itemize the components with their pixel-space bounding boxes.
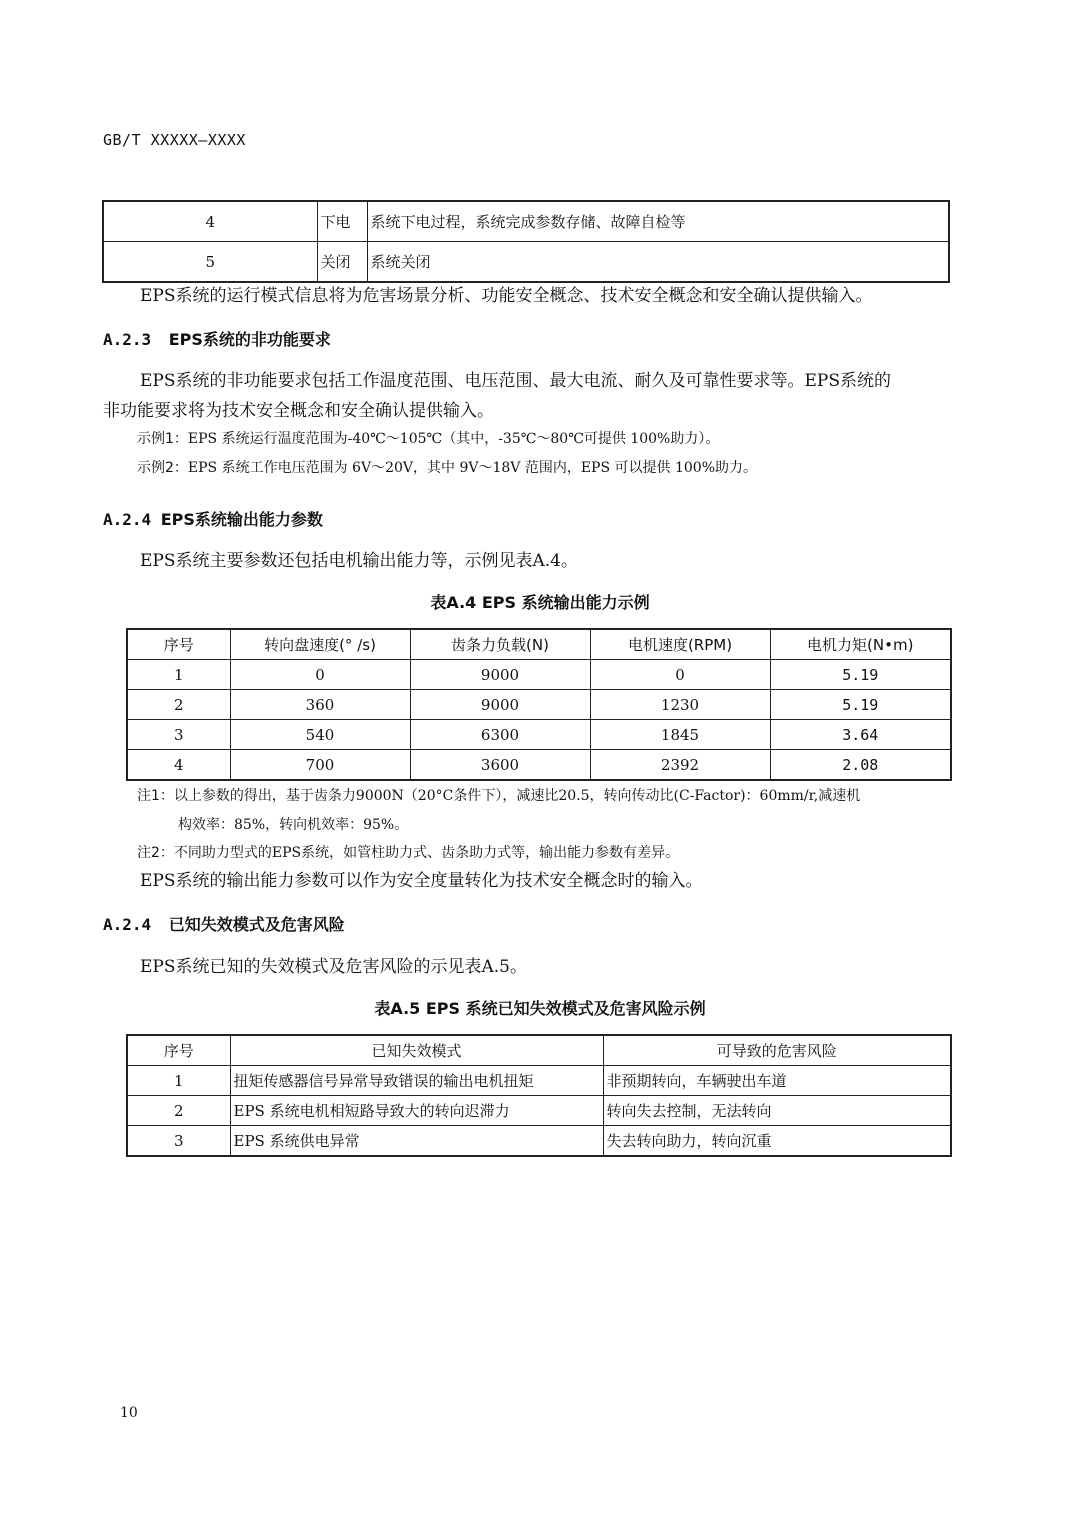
column-header: 转向盘速度(° /s) xyxy=(230,629,410,660)
table-note xyxy=(137,842,679,862)
table-row xyxy=(103,242,949,283)
table-cell: 9000 xyxy=(410,660,590,690)
table-cell: 2392 xyxy=(590,750,770,781)
example-label: 示例2： xyxy=(137,460,188,476)
table-cell: 700 xyxy=(230,750,410,781)
example xyxy=(137,428,719,448)
table-cell: 非预期转向，车辆驶出车道 xyxy=(603,1066,951,1096)
table-cell: 0 xyxy=(230,660,410,690)
table-note xyxy=(137,785,860,805)
table-cell: 失去转向助力，转向沉重 xyxy=(603,1126,951,1157)
document-code: GB/T XXXXX—XXXX xyxy=(103,131,246,149)
table-cell: 540 xyxy=(230,720,410,750)
column-header: 电机力矩(N•m) xyxy=(770,629,951,660)
paragraph: EPS系统的运行模式信息将为危害场景分析、功能安全概念、技术安全概念和安全确认提供输入。 xyxy=(140,286,873,306)
table-cell: 3 xyxy=(127,720,230,750)
column-header: 已知失效模式 xyxy=(230,1035,603,1066)
table-cell: 3 xyxy=(127,1126,230,1157)
mode-desc: 系统关闭 xyxy=(367,242,949,283)
table-cell: 1 xyxy=(127,660,230,690)
note-label: 注1： xyxy=(137,788,174,804)
table-cell: 1845 xyxy=(590,720,770,750)
table-cell: 5.19 xyxy=(770,660,951,690)
example-text: EPS 系统运行温度范围为-40℃～105℃（其中，-35℃～80℃可提供 100%助力）。 xyxy=(187,431,720,447)
table-cell: 转向失去控制，无法转向 xyxy=(603,1096,951,1126)
mode-name: 下电 xyxy=(317,201,367,242)
table-cell: EPS 系统电机相短路导致大的转向迟滞力 xyxy=(230,1096,603,1126)
failure-mode-table xyxy=(126,1034,952,1157)
note-label: 注2： xyxy=(137,845,174,861)
paragraph: EPS系统的输出能力参数可以作为安全度量转化为技术安全概念时的输入。 xyxy=(140,871,703,891)
paragraph: 非功能要求将为技术安全概念和安全确认提供输入。 xyxy=(103,401,494,421)
section-title: 已知失效模式及危害风险 xyxy=(168,915,345,934)
example xyxy=(137,457,757,477)
table-cell: 2 xyxy=(127,690,230,720)
table-row xyxy=(127,1066,951,1096)
table-row xyxy=(103,201,949,242)
note-text: 以上参数的得出，基于齿条力9000N（20°C条件下），减速比20.5，转向传动比(C-Factor)：60mm/r,减速机 xyxy=(173,788,861,804)
column-header: 齿条力负载(N) xyxy=(410,629,590,660)
mode-desc: 系统下电过程，系统完成参数存储、故障自检等 xyxy=(367,201,949,242)
table-cell: 1 xyxy=(127,1066,230,1096)
table-row xyxy=(127,750,951,781)
column-header: 电机速度(RPM) xyxy=(590,629,770,660)
paragraph: EPS系统已知的失效模式及危害风险的示见表A.5。 xyxy=(140,957,527,977)
operating-mode-table xyxy=(102,200,950,283)
output-capability-table xyxy=(126,628,952,781)
section-title: EPS系统输出能力参数 xyxy=(160,510,323,529)
section-heading xyxy=(103,507,323,530)
table-cell: 2 xyxy=(127,1096,230,1126)
column-header: 序号 xyxy=(127,1035,230,1066)
mode-no: 5 xyxy=(103,242,317,283)
note-text: 不同助力型式的EPS系统，如管柱助力式、齿条助力式等，输出能力参数有差异。 xyxy=(173,845,680,861)
paragraph: EPS系统的非功能要求包括工作温度范围、电压范围、最大电流、耐久及可靠性要求等。EPS系统的 xyxy=(140,371,891,391)
table-caption: 表A.5 EPS 系统已知失效模式及危害风险示例 xyxy=(374,999,706,1018)
table-cell: EPS 系统供电异常 xyxy=(230,1126,603,1157)
table-header-row xyxy=(127,1035,951,1066)
section-heading xyxy=(103,912,345,935)
table-header-row xyxy=(127,629,951,660)
table-cell: 5.19 xyxy=(770,690,951,720)
column-header: 序号 xyxy=(127,629,230,660)
table-cell: 360 xyxy=(230,690,410,720)
page-number: 10 xyxy=(120,1405,138,1421)
table-caption: 表A.4 EPS 系统输出能力示例 xyxy=(430,593,650,612)
table-cell: 9000 xyxy=(410,690,590,720)
section-title: EPS系统的非功能要求 xyxy=(168,330,331,349)
table-row xyxy=(127,690,951,720)
column-header: 可导致的危害风险 xyxy=(603,1035,951,1066)
table-row xyxy=(127,1126,951,1157)
table-cell: 2.08 xyxy=(770,750,951,781)
mode-no: 4 xyxy=(103,201,317,242)
example-text: EPS 系统工作电压范围为 6V～20V，其中 9V～18V 范围内，EPS 可以提供 100%助力。 xyxy=(187,460,757,476)
table-cell: 0 xyxy=(590,660,770,690)
table-cell: 6300 xyxy=(410,720,590,750)
table-cell: 3.64 xyxy=(770,720,951,750)
table-cell: 1230 xyxy=(590,690,770,720)
section-number: A.2.3 xyxy=(103,330,152,349)
table-row xyxy=(127,1096,951,1126)
table-row xyxy=(127,720,951,750)
section-heading xyxy=(103,327,331,350)
table-note-continuation: 构效率：85%，转向机效率：95%。 xyxy=(178,817,409,833)
table-cell: 4 xyxy=(127,750,230,781)
section-number: A.2.4 xyxy=(103,915,152,934)
section-number: A.2.4 xyxy=(103,510,152,529)
table-cell: 扭矩传感器信号异常导致错误的输出电机扭矩 xyxy=(230,1066,603,1096)
example-label: 示例1： xyxy=(137,431,188,447)
table-cell: 3600 xyxy=(410,750,590,781)
mode-name: 关闭 xyxy=(317,242,367,283)
paragraph: EPS系统主要参数还包括电机输出能力等，示例见表A.4。 xyxy=(140,551,578,571)
table-row xyxy=(127,660,951,690)
